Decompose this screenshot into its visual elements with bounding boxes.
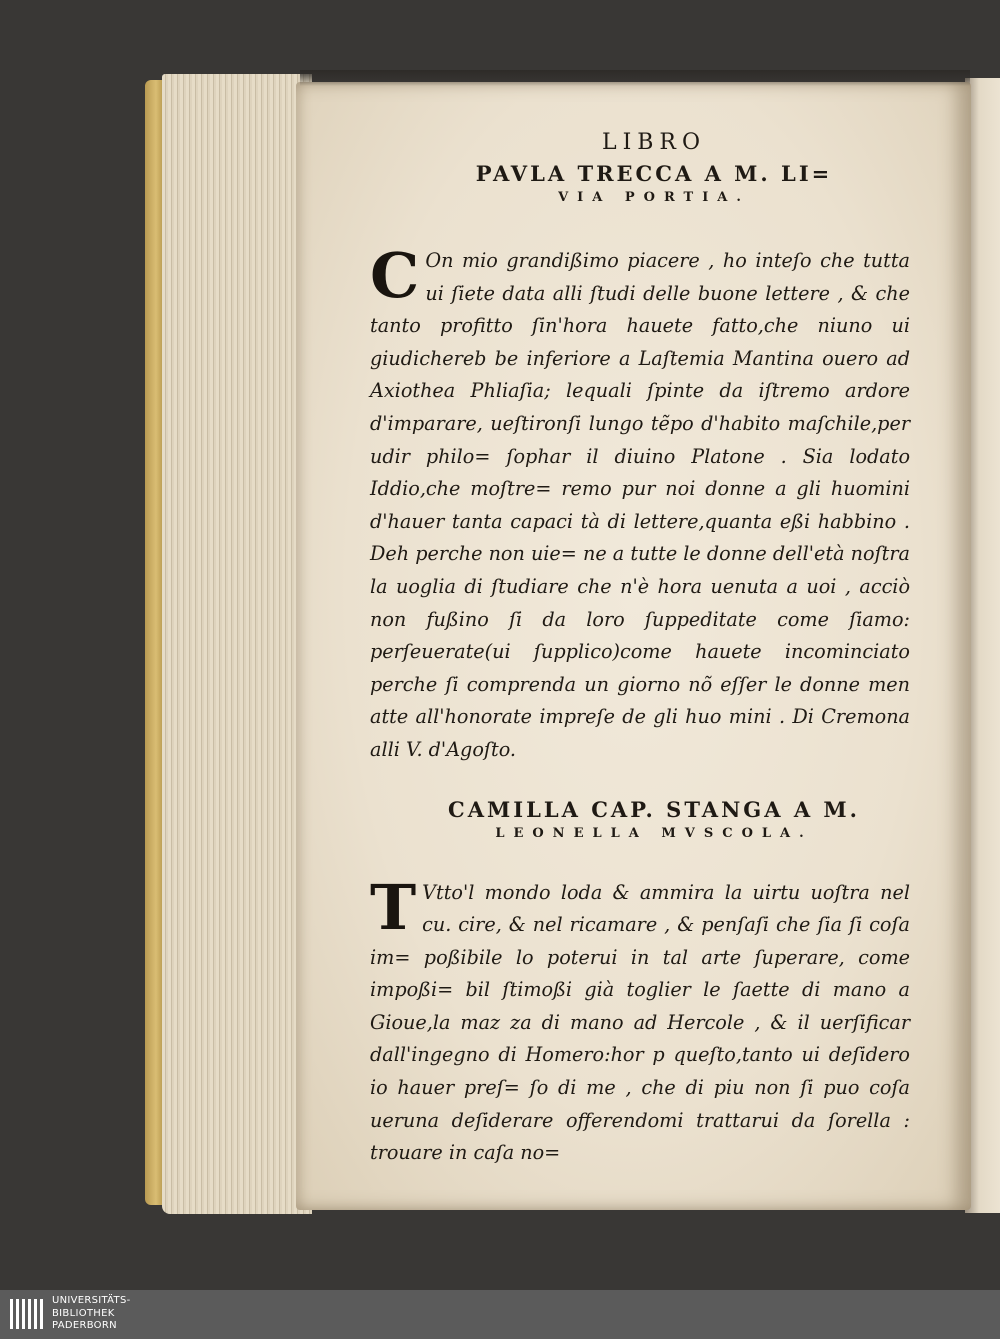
letter1-drop-cap: C	[370, 239, 420, 312]
letter1-body	[370, 239, 910, 767]
letter1-subheading: VIA PORTIA.	[558, 190, 750, 205]
page-top-shadow	[300, 70, 970, 86]
library-footer-bar	[0, 1290, 1000, 1339]
letter1-text: On mio grandißimo piacere , ho inteſo che tutta ui ſiete data alli ſtudi delle buone lettere , & che tanto profitto ſin'hora hauete fatto,che niuno ui giudichereb be inferiore a Laſtemia Mantina ouero ad Axiothea Phliaſia; lequali ſpinte da iſtremo ardore d'imparare, ueſtironſi lungo tẽpo d'habito maſchile,per udir philo= ſophar il diuino Platone . Sia lodato Iddio,che moſtre= remo pur noi donne a gli huomini d'hauer tanta capaci tà di lettere,quanta eßi habbino . Deh perche non uie= ne a tutte le donne dell'età noſtra la uoglia di ſtudiare che n'è hora uenuta a uoi , acciò non fußino ſi da loro ſuppeditate come ſiamo: perſeuerate(ui ſupplico)come hauete incominciato perche ſi comprenda un giorno nõ eſſer le donne men atte all'honorate impreſe de gli huo mini . Di Cremona alli V. d'Agoſto.	[370, 249, 910, 761]
page-text-block	[370, 130, 910, 1170]
letter1-heading: PAVLA TRECCA A M. LI=	[475, 161, 833, 186]
letter2-drop-cap: T	[370, 870, 417, 944]
running-head: LIBRO	[601, 130, 707, 155]
library-name-line1: UNIVERSITÄTS-	[52, 1295, 131, 1306]
library-logo-icon	[8, 1295, 48, 1333]
letter2-heading: CAMILLA CAP. STANGA A M.	[448, 796, 860, 822]
library-name-line3: PADERBORN	[52, 1320, 117, 1331]
letter2-subheading: LEONELLA MVSCOLA.	[495, 825, 813, 841]
page-edges	[162, 74, 312, 1214]
library-name	[52, 1295, 131, 1333]
letter2-text: Vtto'l mondo loda & ammira la uirtu uoſtra nel cu. cire, & nel ricamare , & penſaſi che ſia ſi coſa im= poßibile lo poterui in tal arte ſuperare, come impoßi= bil ſtimoßi già toglier le ſaette di mano a Gioue,la maz za di mano ad Hercole , & il uerſificar dall'ingegno di Homero:hor p queſto,tanto ui deſidero io hauer preſ= ſo di me , che di piu non ſi puo coſa ueruna deſiderare offerendomi trattarui da ſorella : trouare in caſa no=	[370, 880, 910, 1165]
letter2-body	[370, 870, 910, 1170]
library-name-line2: BIBLIOTHEK	[52, 1307, 115, 1319]
